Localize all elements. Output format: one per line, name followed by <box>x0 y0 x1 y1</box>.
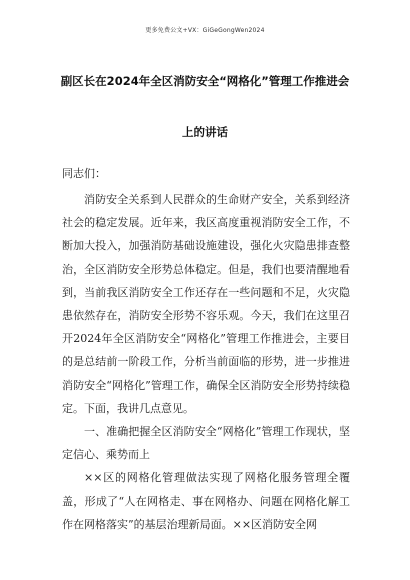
paragraph-section-1: ××区的网格化管理做法实现了网格化服务管理全覆盖，形成了“人在网格走、事在网格办、问题在网格化解工作在网格落实”的基层治理新局面。××区消防安全网 <box>62 471 350 531</box>
body-paragraphs <box>62 188 350 536</box>
header-note: 更多免费公文+VX：GiGeGongWen2024 <box>145 27 265 34</box>
document-subtitle: 上的讲话 <box>182 125 228 139</box>
document-title: 副区长在2024年全区消防安全“网格化”管理工作推进会 <box>60 74 350 88</box>
paragraph-intro: 消防安全关系到人民群众的生命财产安全，关系到经济社会的稳定发展。近年来，我区高度重视消防安全工作，不断加大投入，加强消防基础设施建设，强化火灾隐患排查整治，全区消防安全形势总体稳定。但是，我们也要清醒地看到，当前我区消防安全工作还存在一些问题和不足，火灾隐患依然存在，消防安全形势不容乐观。今天，我们在这里召开2024年全区消防安全“网格化”管理工作推进会，主要目的是总结前一阶段工作，分析当前面临的形势，进一步推进消防安全“网格化”管理工作，确保全区消防安全形势持续稳定。下面，我讲几点意见。 <box>62 193 350 415</box>
salutation: 同志们： <box>62 167 106 180</box>
section-heading-1: 一、准确把握全区消防安全“网格化”管理工作现状，坚定信心、乘势而上 <box>62 425 350 462</box>
